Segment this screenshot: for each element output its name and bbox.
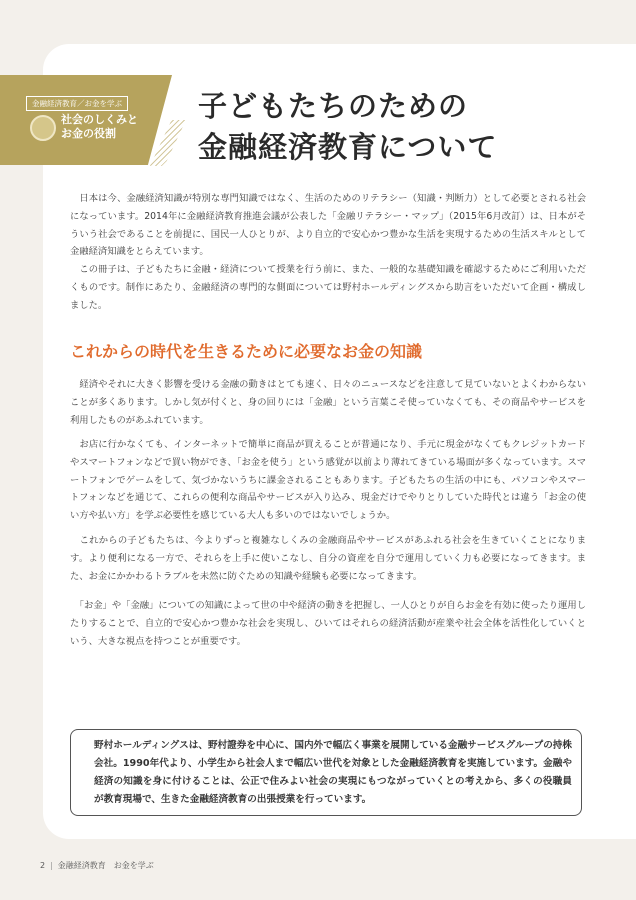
footer-separator: | <box>50 861 53 870</box>
intro-paragraph-2: この冊子は、子どもたちに金融・経済について授業を行う前に、また、一般的な基礎知識を確認するためにご利用いただくものです。制作にあたり、金融経済の専門的な側面については野村ホールディングスから助言をいただいて企画・構成しました。 <box>70 264 586 311</box>
series-tag: 金融経済教育／お金を学ぶ <box>26 96 128 111</box>
page-title-line2: 金融経済教育について <box>198 130 498 164</box>
footer <box>40 860 154 871</box>
section-heading: これからの時代を生きるために必要なお金の知識 <box>70 342 423 361</box>
note-text: 野村ホールディングスは、野村證券を中心に、国内外で幅広く事業を展開している金融サービスグループの持株会社。1990年代より、小学生から社会人まで幅広い世代を対象とした金融経済教育を実施しています。金融や経済の知識を身に付けることは、公正で住みよい社会の実現にもつながっていくとの考えから、多くの役職員が教育現場で、生きた金融経済教育の出張授業を行っています。 <box>94 740 572 805</box>
section-paragraph-3: これからの子どもたちは、今よりずっと複雑なしくみの金融商品やサービスがあふれる社会を生きていくことになります。より便利になる一方で、それらを上手に使いこなし、自分の資産を自分で運用していく力も必要になってきます。また、お金にかかわるトラブルを未然に防ぐための知識や経験も必要になってきます。 <box>70 535 586 582</box>
section-paragraph-1: 経済やそれに大きく影響を受ける金融の動きはとても速く、日々のニュースなどを注意して見ていないとよくわからないことが多くあります。しかし気が付くと、身の回りには「金融」という言葉こそ使っていなくても、その商品やサービスを利用したものがあふれています。 <box>70 379 586 426</box>
badge-title-line2: お金の役割 <box>61 127 116 140</box>
page-title <box>198 86 598 168</box>
section-paragraph-2: お店に行かなくても、インターネットで簡単に商品が買えることが普通になり、手元に現金がなくてもクレジットカードやスマートフォンなどで買い物ができ、「お金を使う」という感覚が以前より薄れてきている場面が多くなっています。スマートフォンでゲームをして、気づかないうちに課金されることもあります。子どもたちの生活の中にも、パソコンやスマートフォンなどを通じて、これらの便利な商品やサービスが入り込み、現金だけでやりとりしていた時代とは違う「お金の使い方や払い方」を学ぶ必要性を感じている大人も多いのではないでしょうか。 <box>70 439 586 522</box>
section-paragraph-4: 「お金」や「金融」についての知識によって世の中や経済の動きを把握し、一人ひとりが自らお金を有効に使ったり運用したりすることで、自立的で安心かつ豊かな社会を実現し、ひいてはそれらの経済活動が産業や社会全体を活性化していくという、大きな視点を持つことが重要です。 <box>70 600 586 647</box>
intro-paragraph-1: 日本は今、金融経済知識が特別な専門知識ではなく、生活のためのリテラシー（知識・判断力）として必要とされる社会になっています。2014年に金融経済教育推進会議が公表した「金融リテラシー・マップ」（2015年6月改訂）は、日本がそういう社会であることを前提に、国民一人ひとりが、より自立的で安心かつ豊かな生活を実現するための生活スキルとして金融経済知識をとらえています。 <box>70 193 586 258</box>
page-number: 2 <box>40 861 46 870</box>
footer-text: 金融経済教育 お金を学ぶ <box>57 861 154 870</box>
badge-title-line1: 社会のしくみと <box>61 113 138 126</box>
coin-icon <box>30 115 56 141</box>
badge-title <box>61 113 161 141</box>
page-title-line1: 子どもたちのための <box>198 89 469 123</box>
